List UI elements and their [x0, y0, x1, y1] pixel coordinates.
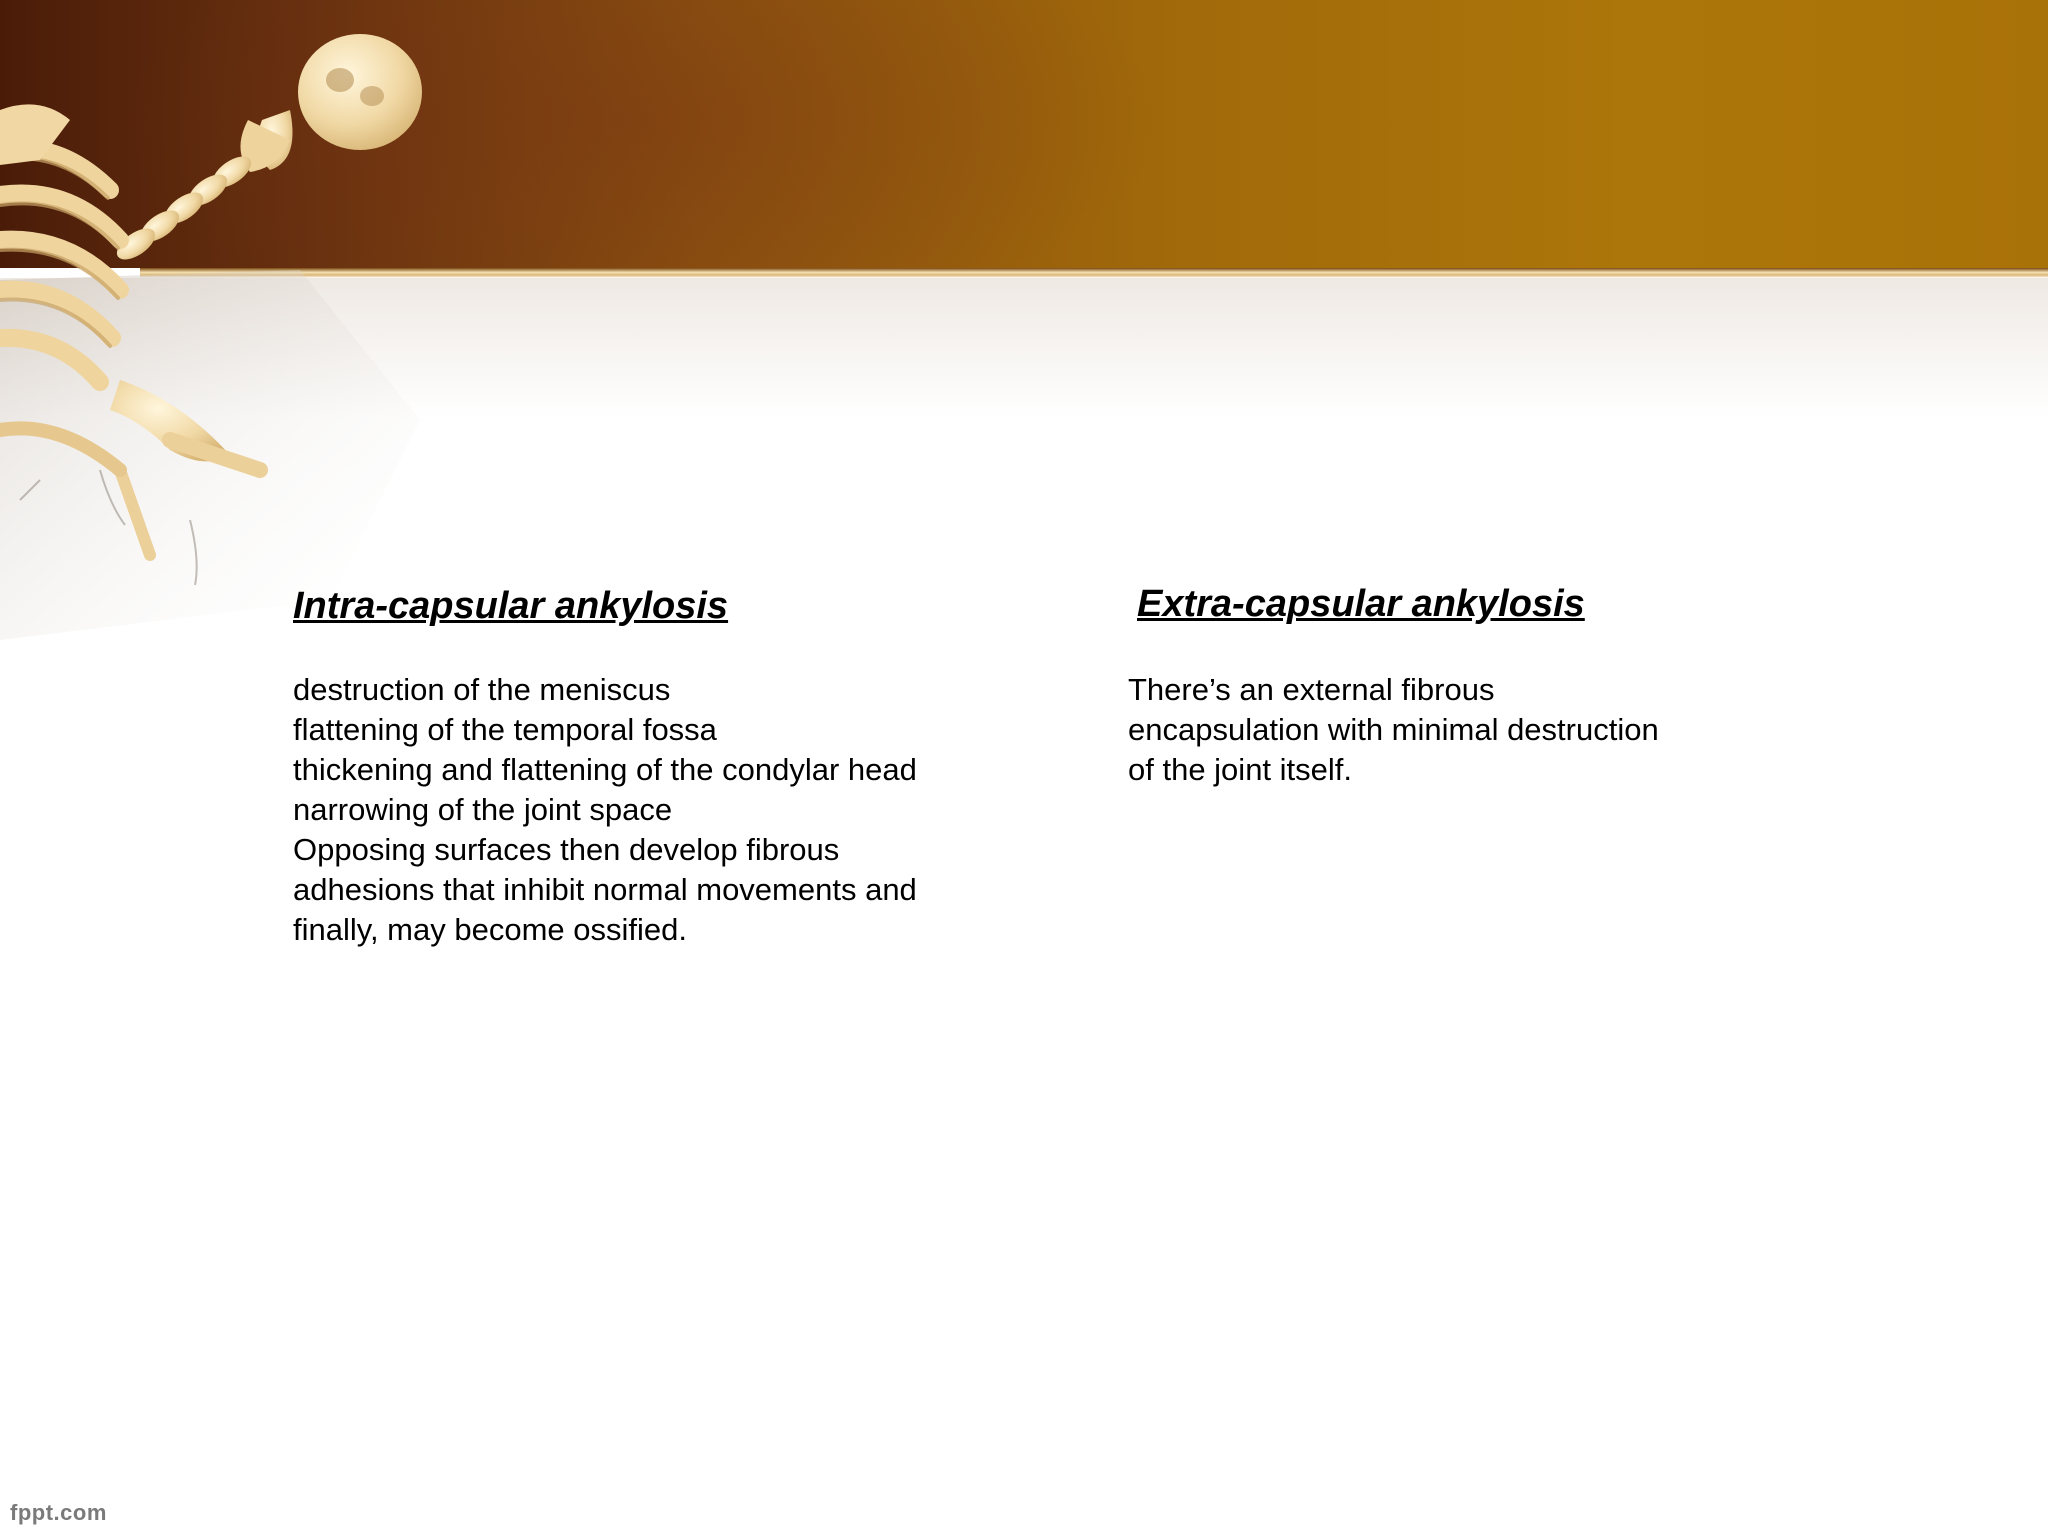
- extra-capsular-line: of the joint itself.: [1128, 752, 1353, 787]
- extra-capsular-heading: Extra-capsular ankylosis: [1137, 583, 1585, 625]
- intra-capsular-line: thickening and flattening of the condylar head: [293, 752, 917, 787]
- intra-capsular-line: destruction of the meniscus: [293, 672, 671, 707]
- fppt-logo: fppt.com: [10, 1500, 107, 1525]
- intra-capsular-line: adhesions that inhibit normal movements and: [293, 872, 917, 907]
- intra-capsular-description: [293, 670, 1013, 950]
- extra-capsular-line: There’s an external fibrous: [1128, 672, 1495, 707]
- intra-capsular-line: flattening of the temporal fossa: [293, 712, 717, 747]
- extra-capsular-description: [1128, 670, 1748, 790]
- extra-capsular-line: encapsulation with minimal destruction: [1128, 712, 1659, 747]
- intra-capsular-line: Opposing surfaces then develop fibrous: [293, 832, 840, 867]
- intra-capsular-line: narrowing of the joint space: [293, 792, 673, 827]
- intra-capsular-line: finally, may become ossified.: [293, 912, 687, 947]
- skeleton-illustration: [0, 0, 440, 660]
- intra-capsular-heading: Intra-capsular ankylosis: [293, 585, 729, 627]
